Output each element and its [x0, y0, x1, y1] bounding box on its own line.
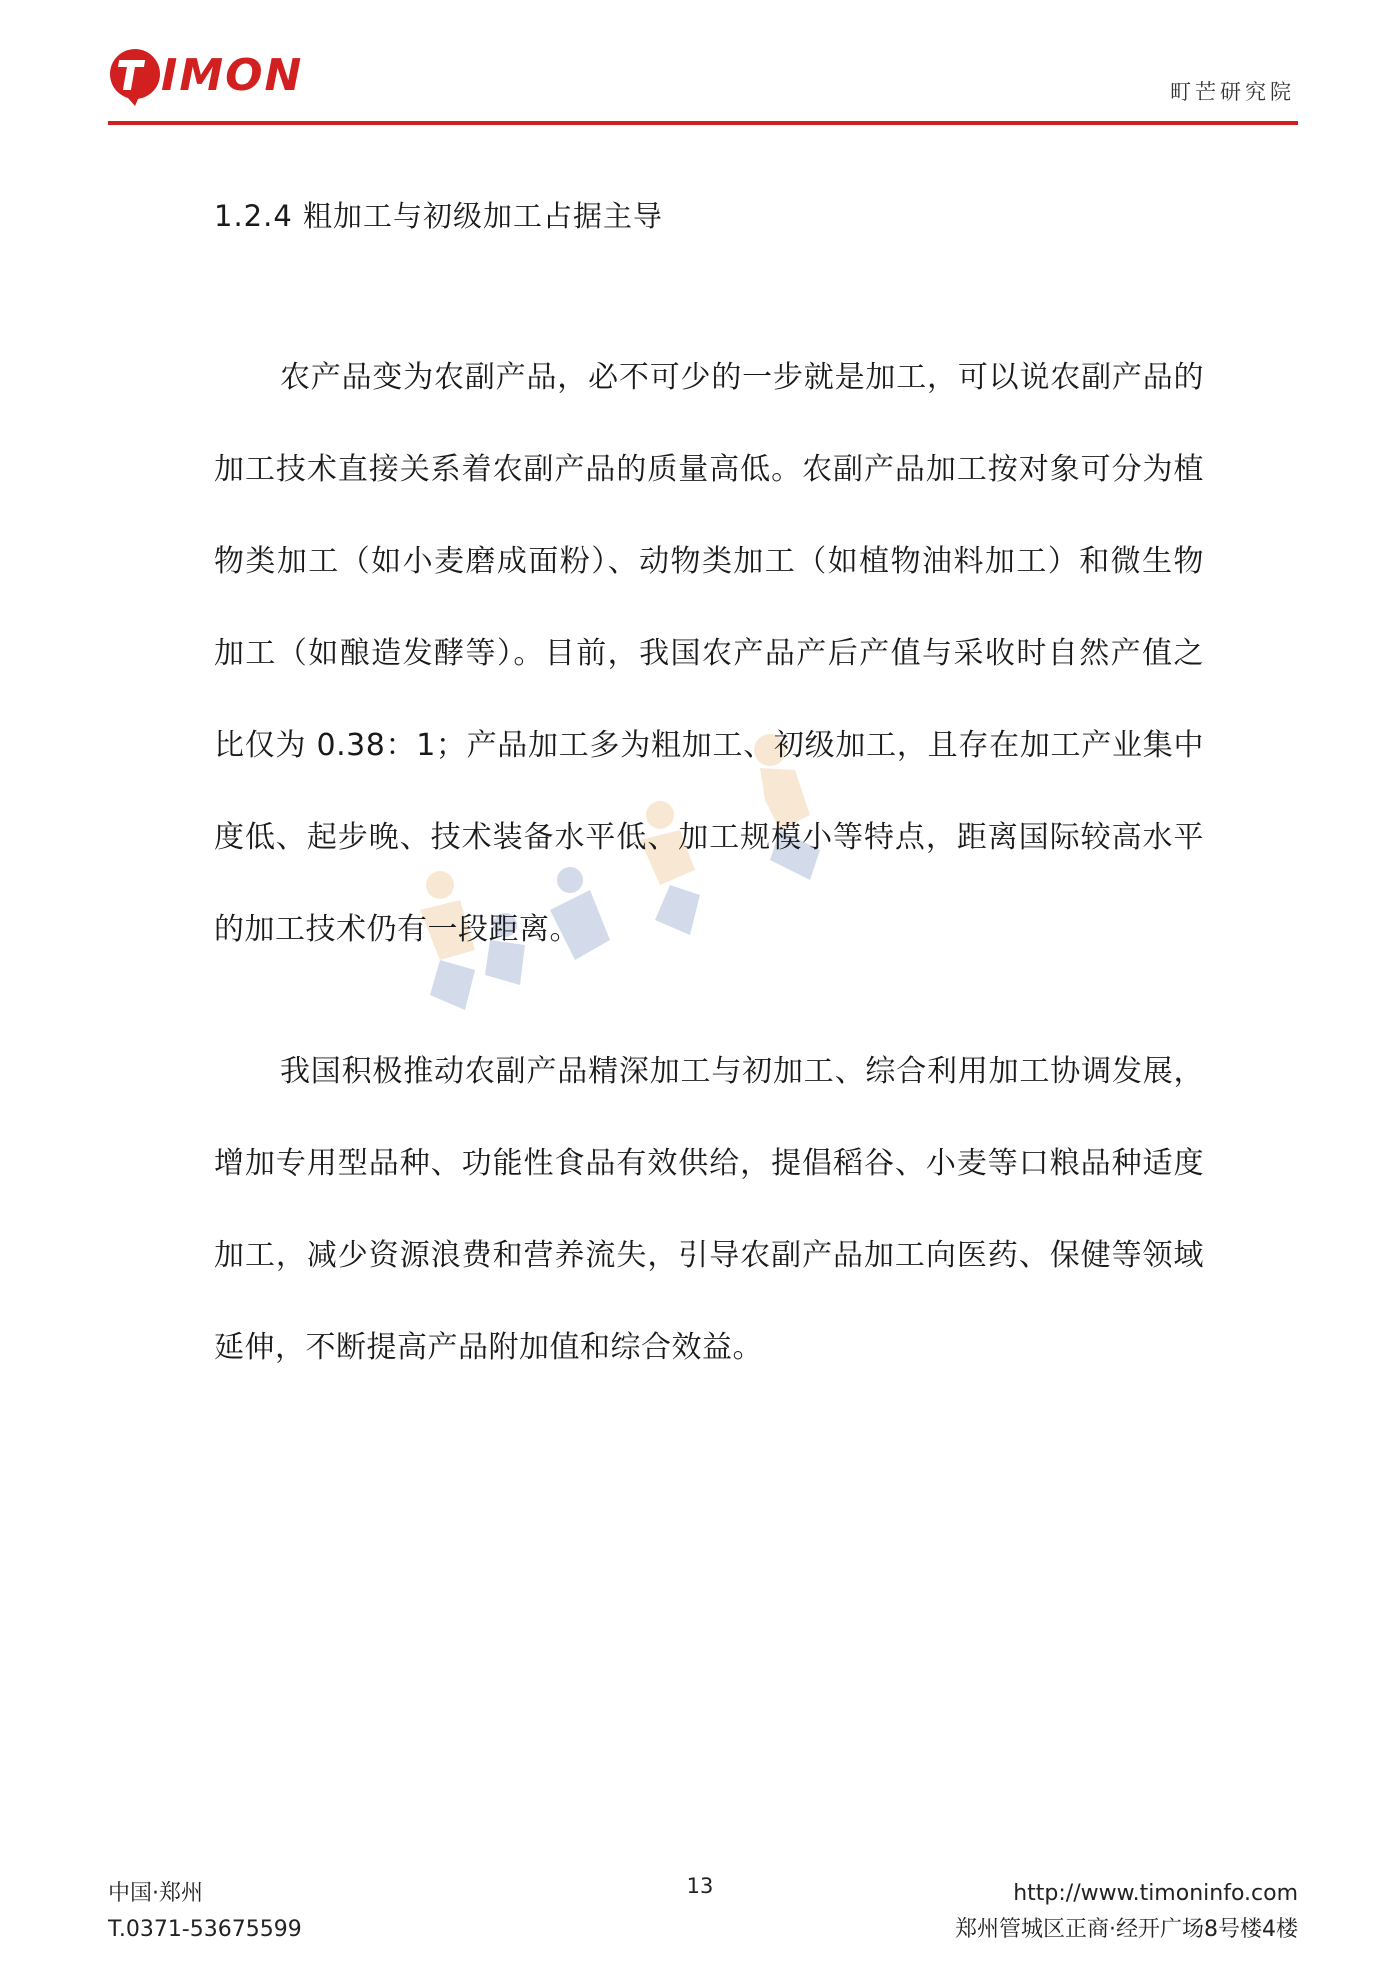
timon-logo	[105, 44, 315, 110]
paragraph-policy-promotion: 我国积极推动农副产品精深加工与初加工、综合利用加工协调发展，增加专用型品种、功能性食品有效供给，提倡稻谷、小麦等口粮品种适度加工，减少资源浪费和营养流失，引导农副产品加工向医药、保健等领域延伸，不断提高产品附加值和综合效益。	[214, 1054, 1204, 1365]
section-heading: 1.2.4 粗加工与初级加工占据主导	[214, 199, 664, 233]
footer-address: 郑州管城区正商·经开广场8号楼4楼	[955, 1917, 1298, 1942]
header-rule	[108, 121, 1298, 125]
footer-location: 中国·郑州	[108, 1881, 203, 1906]
org-name: 町芒研究院	[1170, 80, 1295, 104]
body-content	[214, 332, 1204, 1394]
logo-wordmark: IMON	[161, 50, 304, 101]
footer-phone: T.0371-53675599	[108, 1917, 302, 1942]
footer-right	[955, 1876, 1298, 1948]
paragraph-processing-overview: 农产品变为农副产品，必不可少的一步就是加工，可以说农副产品的加工技术直接关系着农副产品的质量高低。农副产品加工按对象可分为植物类加工（如小麦磨成面粉）、动物类加工（如植物油料加工）和微生物加工（如酿造发酵等）。目前，我国农产品产后产值与采收时自然产值之比仅为 0.38：1；产品加工多为粗加工、初级加工，且存在加工产业集中度低、起步晚、技术装备水平低、加工规模小等特点，距离国际较高水平的加工技术仍有一段距离。	[214, 360, 1204, 947]
page-number: 13	[686, 1874, 714, 1898]
footer-website[interactable]: http://www.timoninfo.com	[1013, 1881, 1298, 1906]
